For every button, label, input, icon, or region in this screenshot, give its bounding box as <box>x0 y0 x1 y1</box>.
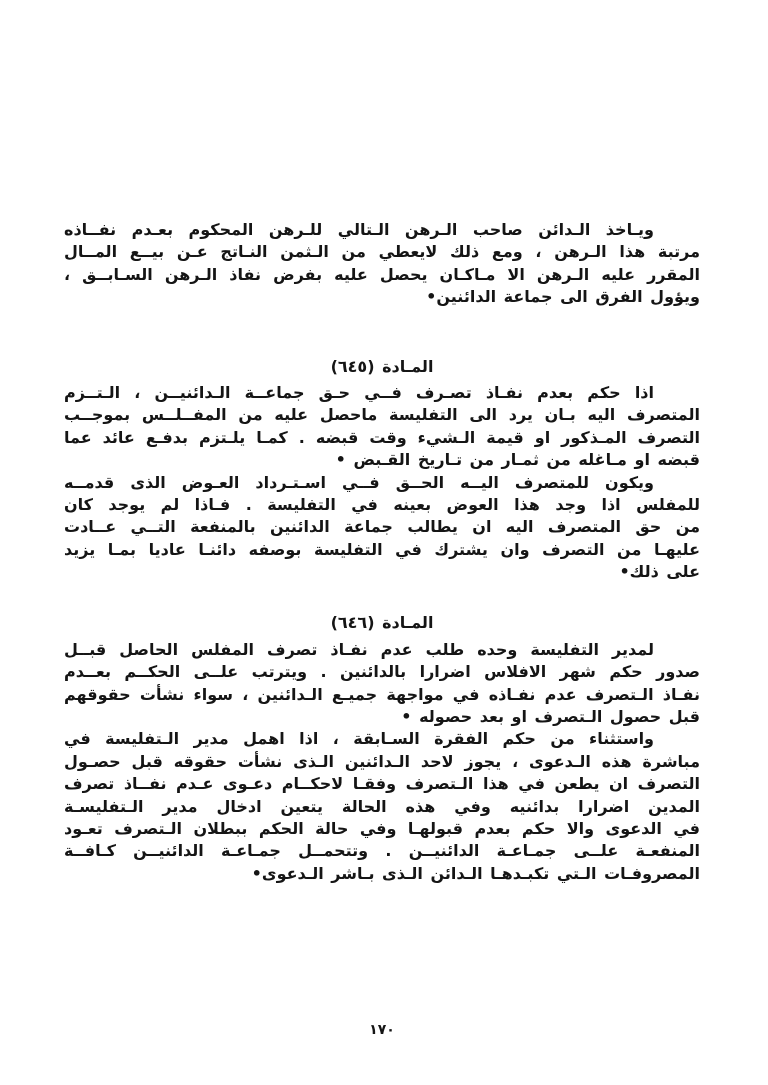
article-645-heading: المـادة (٦٤٥) <box>330 356 434 376</box>
text-line: ويـاخذ الـدائن صاحب الـرهن الـتالي للـرهن المحكوم بعـدم نفــاذه <box>64 220 654 239</box>
document-text <box>64 219 700 885</box>
text-line: التصرف ان يطعن في هذا الـتصرف وفقـا لاحكــام دعـوى عـدم نفــاذ تصرف <box>64 774 700 794</box>
article-645-paragraph-2 <box>64 472 700 584</box>
text-line: قبضه او مـاغله من ثمـار من تـاريخ القـبض • <box>335 450 700 470</box>
text-line: قبل حصول الـتصرف او بعد حصوله • <box>401 707 700 727</box>
text-line: عليهـا من التصرف وان يشترك في التفليسة بوصفه دائنـا عاديا بمـا يزيد <box>64 539 700 559</box>
text-line: التصرف المـذكور او قيمة الـشيء وقت قبضه . كمـا يلـتزم بدفـع عائد عما <box>64 427 700 447</box>
text-line: صدور حكم شهر الافلاس اضرارا بالدائنين . ويترتب علــى الحكــم بعــدم <box>64 662 700 682</box>
text-line: مرتبة هذا الـرهن ، ومع ذلك لايعطي من الـثمن النـاتج عـن بيــع المــال <box>64 242 700 262</box>
text-line: مباشرة هذه الـدعوى ، يجوز لاحد الـدائنين الـذى نشأت حقوقه قبل حصـول <box>64 751 700 771</box>
text-line: ويؤول الفرق الى جماعة الدائنين• <box>426 287 700 307</box>
article-645-paragraph-1 <box>64 382 700 472</box>
text-line: المنفعـة علــى جمـاعـة الدائنيــن . وتتحمــل جمـاعـة الدائنيــن كـافــة <box>64 841 700 861</box>
article-646-paragraph-2 <box>64 728 700 885</box>
text-line: المقرر عليه الـرهن الا مـاكـان يحصل عليه بفرض نفاذ الـرهن السـابــق ، <box>64 264 700 284</box>
text-line: في الدعوى والا حكم بعدم قبولهـا وفي حالة الحكم ببطلان الـتصرف تعـود <box>64 818 700 838</box>
text-line: نفـاذ الـتصرف عدم نفـاذه في مواجهة جميـع الـدائنين ، سواء نشأت حقوقهم <box>64 684 700 704</box>
text-line: المتصرف اليه بـان يرد الى التفليسة ماحصل عليه من المفــلــس بموجــب <box>64 405 700 425</box>
text-line: اذا حكم بعدم نفـاذ تصـرف فــي حـق جماعــة الـدائنيــن ، الـتــزم <box>64 382 654 402</box>
text-line: من حق المتصرف اليه ان يطالب جماعة الدائنين بالمنفعة التــي عــادت <box>64 517 700 537</box>
text-line: المصروفـات الـتي تكبـدهـا الـدائن الـذى بـاشر الـدعوى• <box>251 863 700 883</box>
article-646-heading: المـادة (٦٤٦) <box>330 613 434 633</box>
text-line: ويكون للمتصرف اليــه الحــق فــي اسـتـرداد العـوض الذى قدمــه <box>64 472 654 492</box>
text-line: للمفلس اذا وجد هذا العوض بعينه في التفليسة . فـاذا لم يوجد كان <box>64 494 700 514</box>
text-line: واستثناء من حكم الفقرة السـابقة ، اذا اهمل مدير الـتفليسة في <box>64 729 654 749</box>
article-646-paragraph-1 <box>64 639 700 729</box>
intro-paragraph <box>64 219 700 309</box>
text-line: المدين اضرارا بدائنيه وفي هذه الحالة يتعين ادخال مدير الـتفليسـة <box>64 796 700 816</box>
page-number: ١٧٠ <box>369 1022 395 1038</box>
text-line: على ذلك• <box>619 562 700 582</box>
text-line: لمدير التفليسة وحده طلب عدم نفـاذ تصرف المفلس الحاصل قبــل <box>64 639 654 659</box>
